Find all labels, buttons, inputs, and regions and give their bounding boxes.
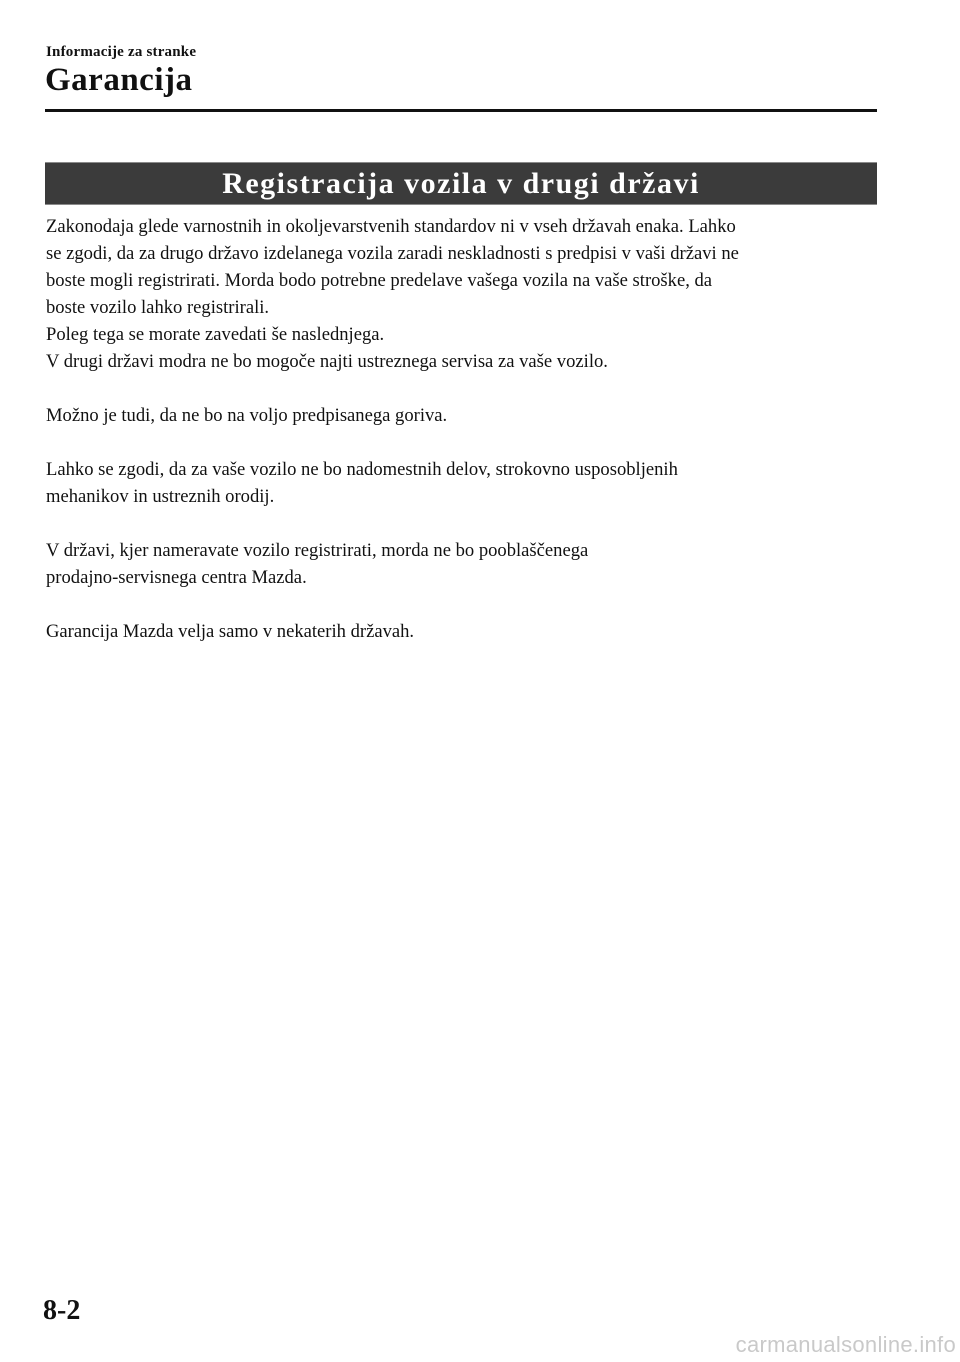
paragraph-line: se zgodi, da za drugo državo izdelanega vozila zaradi neskladnosti s predpisi v vaši državi ne	[46, 243, 739, 264]
paragraph-line: Zakonodaja glede varnostnih in okoljevarstvenih standardov ni v vseh državah enaka. Lahko	[46, 216, 736, 237]
title-divider	[45, 109, 877, 112]
paragraph-line: Lahko se zgodi, da za vaše vozilo ne bo nadomestnih delov, strokovno usposobljenih	[46, 459, 678, 480]
chapter-title: Garancija	[45, 62, 193, 98]
paragraph-line: boste vozilo lahko registrirali.	[46, 297, 270, 318]
body-text	[46, 213, 886, 645]
paragraph-line: prodajno-servisnega centra Mazda.	[46, 567, 307, 588]
paragraph-line: boste mogli registrirati. Morda bodo potrebne predelave vašega vozila na vaše stroške, da	[46, 270, 713, 291]
paragraph-line: V državi, kjer nameravate vozilo registrirati, morda ne bo pooblaščenega	[46, 540, 589, 561]
paragraph-line: Garancija Mazda velja samo v nekaterih državah.	[46, 621, 415, 642]
paragraph-gap	[46, 429, 886, 456]
paragraph-gap	[46, 591, 886, 618]
watermark: carmanualsonline.info	[735, 1332, 956, 1357]
paragraph-line: Možno je tudi, da ne bo na voljo predpisanega goriva.	[46, 405, 448, 426]
paragraph-line: V drugi državi modra ne bo mogoče najti ustreznega servisa za vaše vozilo.	[46, 351, 608, 372]
paragraph-gap	[46, 510, 886, 537]
section-title: Registracija vozila v drugi državi	[222, 166, 700, 200]
paragraph-gap	[46, 375, 886, 402]
breadcrumb: Informacije za stranke	[46, 44, 197, 60]
paragraph-line: mehanikov in ustreznih orodij.	[46, 486, 275, 507]
page-number: 8-2	[43, 1295, 81, 1326]
section-banner	[45, 162, 877, 205]
paragraph-line: Poleg tega se morate zavedati še naslednjega.	[46, 324, 385, 345]
